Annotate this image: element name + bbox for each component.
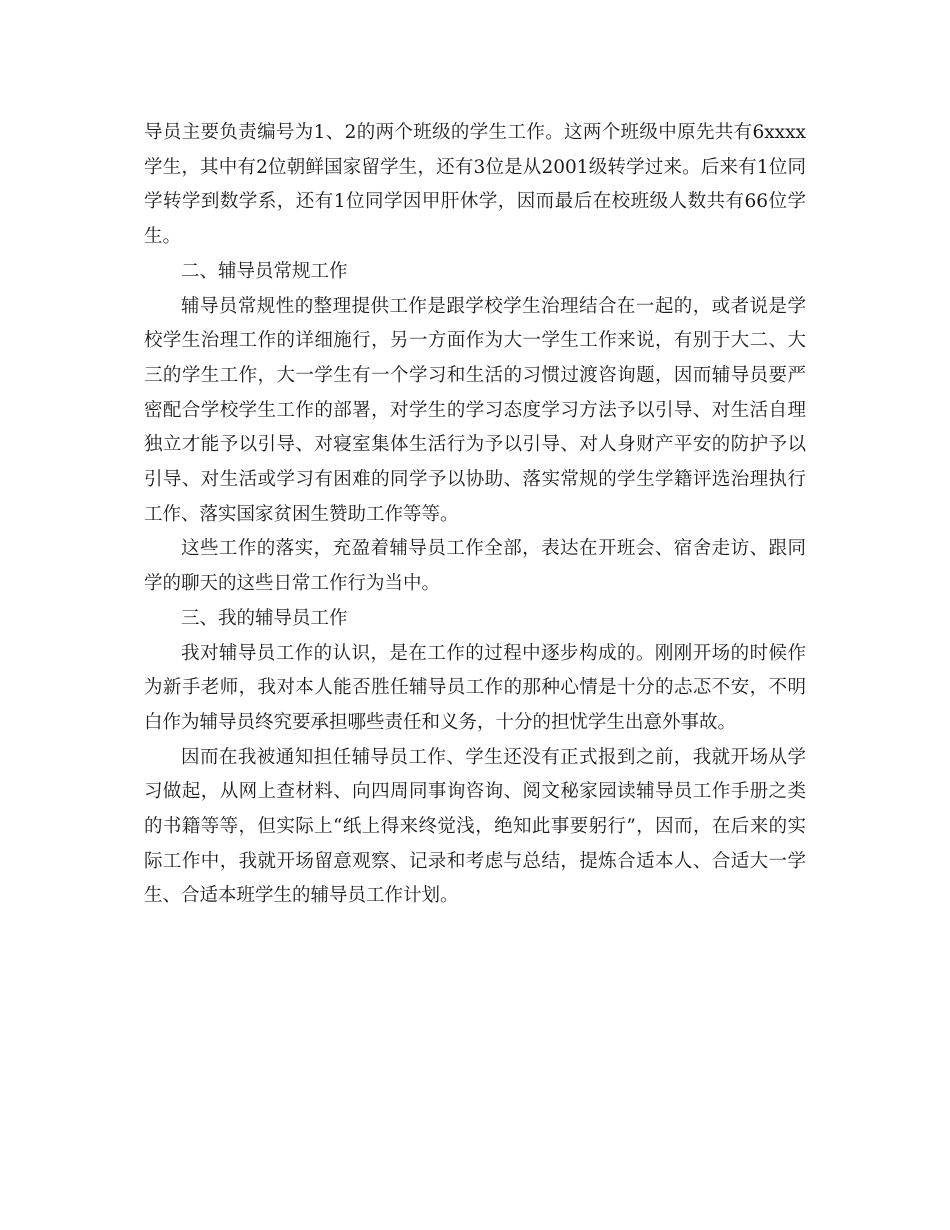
section-heading-my-work: 三、我的辅导员工作 bbox=[181, 607, 348, 629]
section-heading-routine-work: 二、辅导员常规工作 bbox=[181, 260, 348, 282]
paragraph-understanding: 我对辅导员工作的认识，是在工作的过程中逐步构成的。刚刚开场的时候作为新手老师，我对本人能否胜任辅导员工作的那种心情是十分的忐忑不安，不明白作为辅导员终究要承担哪些责任和义务，十分的担忧学生出意外事故。 bbox=[144, 642, 806, 733]
paragraph-routine-work: 辅导员常规性的整理提供工作是跟学校学生治理结合在一起的，或者说是学校学生治理工作的详细施行，另一方面作为大一学生工作来说，有别于大二、大三的学生工作，大一学生有一个学习和生活的习惯过渡咨询题，因而辅导员要严密配合学校学生工作的部署，对学生的学习态度学习方法予以引导、对生活自理独立才能予以引导、对寝室集体生活行为予以引导、对人身财产平安的防护予以引导、对生活或学习有困难的同学予以协助、落实常规的学生学籍评选治理执行工作、落实国家贫困生赞助工作等等。 bbox=[144, 295, 806, 525]
document-body bbox=[144, 116, 806, 914]
paragraph-work-implementation: 这些工作的落实，充盈着辅导员工作全部，表达在开班会、宿舍走访、跟同学的聊天的这些日常工作行为当中。 bbox=[144, 538, 806, 595]
paragraph-class-overview: 导员主要负责编号为1、2的两个班级的学生工作。这两个班级中原先共有6xxxx学生，其中有2位朝鲜国家留学生，还有3位是从2001级转学过来。后来有1位同学转学到数学系，还有1位同学因甲肝休学，因而最后在校班级人数共有66位学生。 bbox=[144, 122, 806, 248]
paragraph-preparation: 因而在我被通知担任辅导员工作、学生还没有正式报到之前，我就开场从学习做起，从网上查材料、向四周同事询咨询、阅文秘家园读辅导员工作手册之类的书籍等等，但实际上“纸上得来终觉浅，绝知此事要躬行”，因而，在后来的实际工作中，我就开场留意观察、记录和考虑与总结，提炼合适本人、合适大一学生、合适本班学生的辅导员工作计划。 bbox=[144, 746, 806, 907]
